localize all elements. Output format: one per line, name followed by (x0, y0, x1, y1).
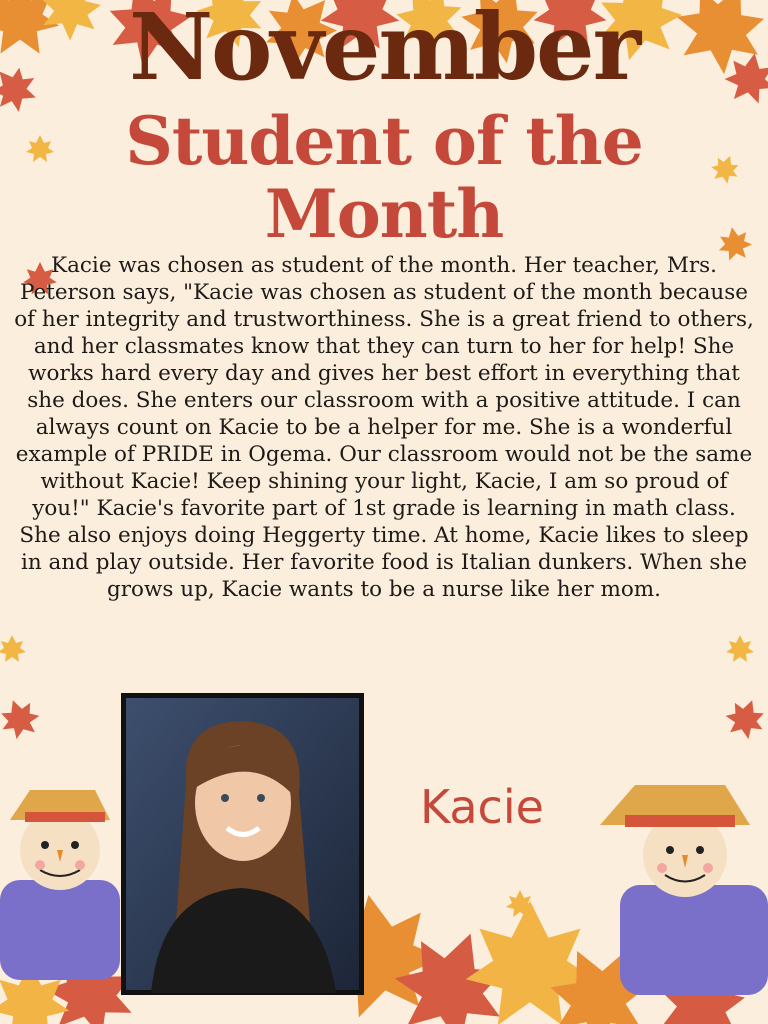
subtitle-line-2: Month (264, 175, 504, 253)
subtitle-line-1: Student of the (125, 102, 643, 180)
scarecrow-left-icon (0, 790, 120, 980)
portrait-image (121, 693, 364, 995)
scarecrow-right-icon (600, 785, 768, 995)
student-photo (121, 693, 364, 995)
student-name: Kacie (420, 780, 544, 834)
month-title: November (128, 0, 640, 101)
student-description: Kacie was chosen as student of the month. Her teacher, Mrs. Peterson says, "Kacie was chosen as student of the month because of her integrity and trustworthiness. She is a great friend to others, and her classmates know that they can turn to her for help! She works hard every day and gives her best effort in everything that she does. She enters our classroom with a positive attitude. I can always count on Kacie to be a helper for me. She is a wonderful example of PRIDE in Ogema. Our classroom would not be the same without Kacie! Keep shining your light, Kacie, I am so proud of you!" Kacie's favorite part of 1st grade is learning in math class. She also enjoys doing Heggerty time. At home, Kacie likes to sleep in and play outside. Her favorite food is Italian dunkers. When she grows up, Kacie wants to be a nurse like her mom. (14, 253, 754, 602)
